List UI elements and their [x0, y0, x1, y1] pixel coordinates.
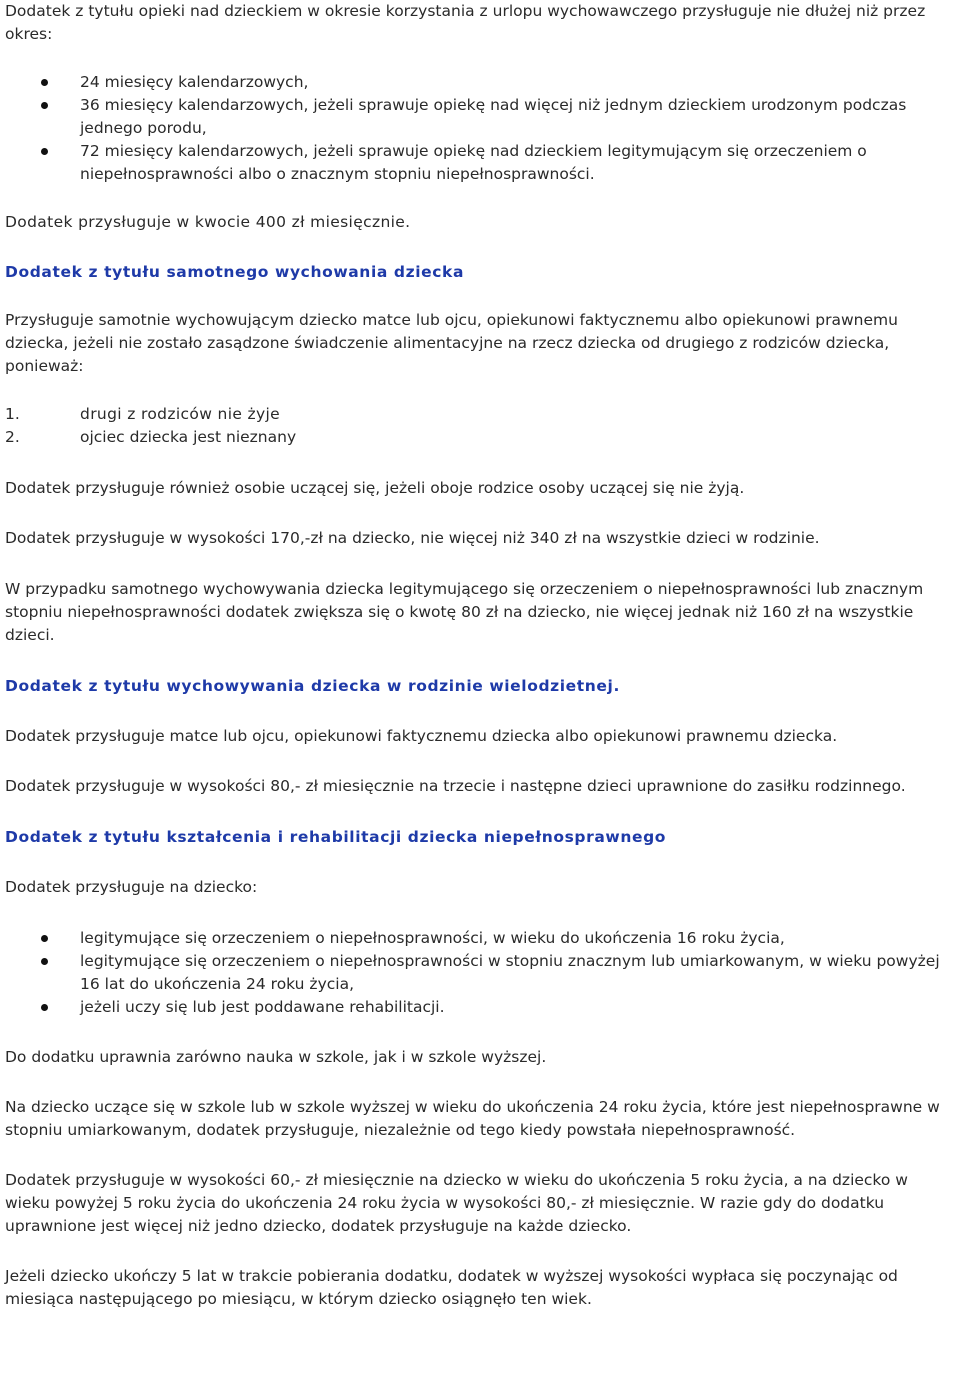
- ksztalcenie-moderate: Na dziecko uczące się w szkole lub w szkole wyższej w wieku do ukończenia 24 roku życia, które jest niepełnosprawne w stopniu umiarkowanym, dodatek przysługuje, niezależnie od tego kiedy powstała niepełnosprawność.: [5, 1098, 940, 1139]
- samotne-intro: Przysługuje samotnie wychowującym dziecko matce lub ojcu, opiekunowi faktycznemu albo opiekunowi prawnemu dziecka, jeżeli nie zostało zasądzone świadczenie alimentacyjne na rzecz dziecka od drugiego z rodziców dziecka, ponieważ:: [5, 311, 898, 375]
- list-item: 72 miesięcy kalendarzowych, jeżeli sprawuje opiekę nad dzieckiem legitymującym się orzeczeniem o niepełnosprawności albo o znacznym stopniu niepełnosprawności.: [5, 140, 956, 186]
- bullet-icon: [41, 79, 48, 86]
- section-heading-ksztalcenie: Dodatek z tytułu kształcenia i rehabilitacji dziecka niepełnosprawnego: [5, 828, 667, 846]
- bullet-icon: [41, 148, 48, 155]
- bullet-icon: [41, 935, 48, 942]
- opieka-bullet-list: [5, 71, 956, 186]
- list-item: legitymujące się orzeczeniem o niepełnosprawności w stopniu znacznym lub umiarkowanym, w wieku powyżej 16 lat do ukończenia 24 roku życia,: [5, 950, 956, 996]
- ksztalcenie-bullet-list: [5, 927, 956, 1019]
- list-item: 24 miesięcy kalendarzowych,: [5, 71, 956, 94]
- opieka-amount: Dodatek przysługuje w kwocie 400 zł miesięcznie.: [5, 213, 411, 231]
- list-item: 1. drugi z rodziców nie żyje: [5, 405, 281, 423]
- bullet-icon: [41, 1004, 48, 1011]
- list-item: jeżeli uczy się lub jest poddawane rehabilitacji.: [5, 996, 956, 1019]
- wielodzietna-who: Dodatek przysługuje matce lub ojcu, opiekunowi faktycznemu dziecka albo opiekunowi prawnemu dziecka.: [5, 727, 838, 745]
- samotne-disabled: W przypadku samotnego wychowywania dziecka legitymującego się orzeczeniem o niepełnosprawności lub znacznym stopniu niepełnosprawności dodatek zwiększa się o kwotę 80 zł na dziecko, nie więcej jednak niż 160 zł na wszystkie dzieci.: [5, 580, 924, 644]
- list-item: 2. ojciec dziecka jest nieznany: [5, 428, 297, 446]
- samotne-also: Dodatek przysługuje również osobie uczącej się, jeżeli oboje rodzice osoby uczącej się nie żyją.: [5, 479, 745, 497]
- samotne-numbered-list: [5, 403, 956, 449]
- bullet-icon: [41, 958, 48, 965]
- section-heading-wielodzietna: Dodatek z tytułu wychowywania dziecka w rodzinie wielodzietnej.: [5, 677, 620, 695]
- samotne-amount: Dodatek przysługuje w wysokości 170,-zł na dziecko, nie więcej niż 340 zł na wszystkie dzieci w rodzinie.: [5, 529, 820, 547]
- ksztalcenie-amount: Dodatek przysługuje w wysokości 60,- zł miesięcznie na dziecko w wieku do ukończenia 5 roku życia, a na dziecko w wieku powyżej 5 roku życia do ukończenia 24 roku życia w wysokości 80,- zł miesięcznie. W razie gdy do dodatku uprawnione jest więcej niż jedno dziecko, dodatek przysługuje na każde dziecko.: [5, 1171, 908, 1235]
- list-item: 36 miesięcy kalendarzowych, jeżeli sprawuje opiekę nad więcej niż jednym dzieckiem urodzonym podczas jednego porodu,: [5, 94, 956, 140]
- list-item: legitymujące się orzeczeniem o niepełnosprawności, w wieku do ukończenia 16 roku życia,: [5, 927, 956, 950]
- bullet-icon: [41, 102, 48, 109]
- opieka-intro: Dodatek z tytułu opieki nad dzieckiem w okresie korzystania z urlopu wychowawczego przysługuje nie dłużej niż przez okres:: [5, 2, 926, 43]
- ksztalcenie-intro: Dodatek przysługuje na dziecko:: [5, 878, 258, 896]
- ksztalcenie-school: Do dodatku uprawnia zarówno nauka w szkole, jak i w szkole wyższej.: [5, 1048, 547, 1066]
- section-heading-samotne: Dodatek z tytułu samotnego wychowania dziecka: [5, 263, 465, 281]
- ksztalcenie-after5: Jeżeli dziecko ukończy 5 lat w trakcie pobierania dodatku, dodatek w wyższej wysokości wypłaca się poczynając od miesiąca następującego po miesiącu, w którym dziecko osiągnęło ten wiek.: [5, 1267, 898, 1308]
- wielodzietna-amount: Dodatek przysługuje w wysokości 80,- zł miesięcznie na trzecie i następne dzieci uprawnione do zasiłku rodzinnego.: [5, 777, 906, 795]
